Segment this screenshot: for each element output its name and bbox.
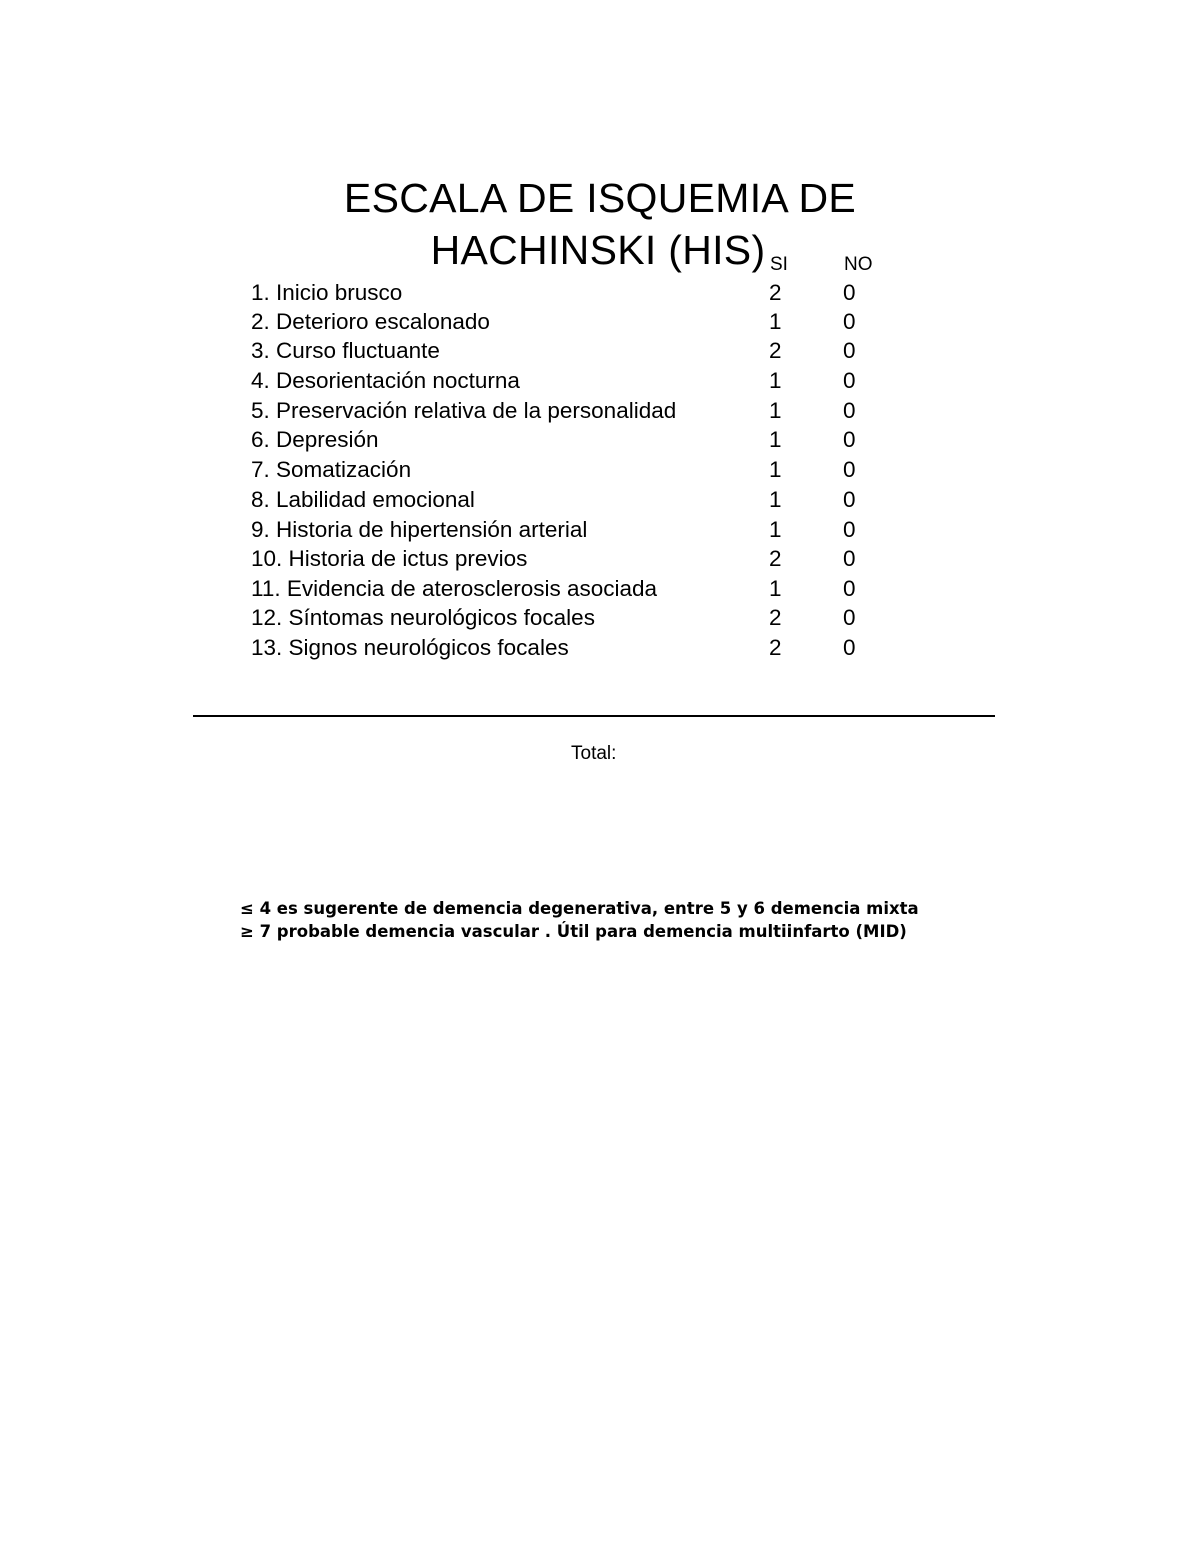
interpretation-note-2: ≥ 7 probable demencia vascular . Útil para demencia multiinfarto (MID) [240, 922, 907, 941]
item-label: 10. Historia de ictus previos [251, 546, 528, 571]
item-no-score: 0 [843, 605, 856, 630]
document-title-line-2: HACHINSKI (HIS) [430, 227, 766, 273]
item-label: 7. Somatización [251, 457, 412, 482]
item-no-score: 0 [843, 280, 856, 305]
item-si-score: 2 [769, 338, 782, 363]
scale-item-row [0, 548, 1200, 578]
item-label: 2. Deterioro escalonado [251, 309, 490, 334]
scale-item-row [0, 459, 1200, 489]
scale-item-row [0, 637, 1200, 667]
item-label: 13. Signos neurológicos focales [251, 635, 569, 660]
item-si-score: 1 [769, 487, 782, 512]
item-no-score: 0 [843, 309, 856, 334]
item-label: 9. Historia de hipertensión arterial [251, 517, 588, 542]
item-label: 3. Curso fluctuante [251, 338, 440, 363]
scale-item-row [0, 607, 1200, 637]
item-si-score: 1 [769, 576, 782, 601]
item-label: 12. Síntomas neurológicos focales [251, 605, 595, 630]
item-label: 6. Depresión [251, 427, 379, 452]
scale-item-row [0, 311, 1200, 341]
item-no-score: 0 [843, 427, 856, 452]
item-si-score: 1 [769, 457, 782, 482]
item-si-score: 2 [769, 605, 782, 630]
item-no-score: 0 [843, 487, 856, 512]
item-si-score: 1 [769, 398, 782, 423]
scale-item-row [0, 578, 1200, 608]
item-no-score: 0 [843, 368, 856, 393]
item-si-score: 2 [769, 635, 782, 660]
item-no-score: 0 [843, 576, 856, 601]
interpretation-note-1: ≤ 4 es sugerente de demencia degenerativa, entre 5 y 6 demencia mixta [240, 899, 919, 918]
scale-item-row [0, 370, 1200, 400]
scale-item-row [0, 400, 1200, 430]
item-si-score: 1 [769, 517, 782, 542]
total-divider-line [193, 715, 995, 717]
item-si-score: 1 [769, 427, 782, 452]
item-no-score: 0 [843, 398, 856, 423]
scale-item-row [0, 429, 1200, 459]
item-si-score: 1 [769, 368, 782, 393]
item-no-score: 0 [843, 338, 856, 363]
item-no-score: 0 [843, 635, 856, 660]
item-si-score: 1 [769, 309, 782, 334]
document-title-line-1: ESCALA DE ISQUEMIA DE [343, 175, 857, 221]
column-header-si: SI [770, 254, 788, 275]
scale-item-row [0, 489, 1200, 519]
scale-item-row [0, 519, 1200, 549]
item-label: 1. Inicio brusco [251, 280, 403, 305]
item-label: 11. Evidencia de aterosclerosis asociada [251, 576, 658, 601]
scale-item-row [0, 340, 1200, 370]
item-no-score: 0 [843, 457, 856, 482]
item-no-score: 0 [843, 546, 856, 571]
column-header-no: NO [844, 254, 873, 275]
item-si-score: 2 [769, 546, 782, 571]
item-si-score: 2 [769, 280, 782, 305]
item-label: 8. Labilidad emocional [251, 487, 475, 512]
item-label: 4. Desorientación nocturna [251, 368, 520, 393]
total-label: Total: [571, 743, 617, 764]
item-no-score: 0 [843, 517, 856, 542]
item-label: 5. Preservación relativa de la personalidad [251, 398, 677, 423]
scale-item-row [0, 282, 1200, 312]
